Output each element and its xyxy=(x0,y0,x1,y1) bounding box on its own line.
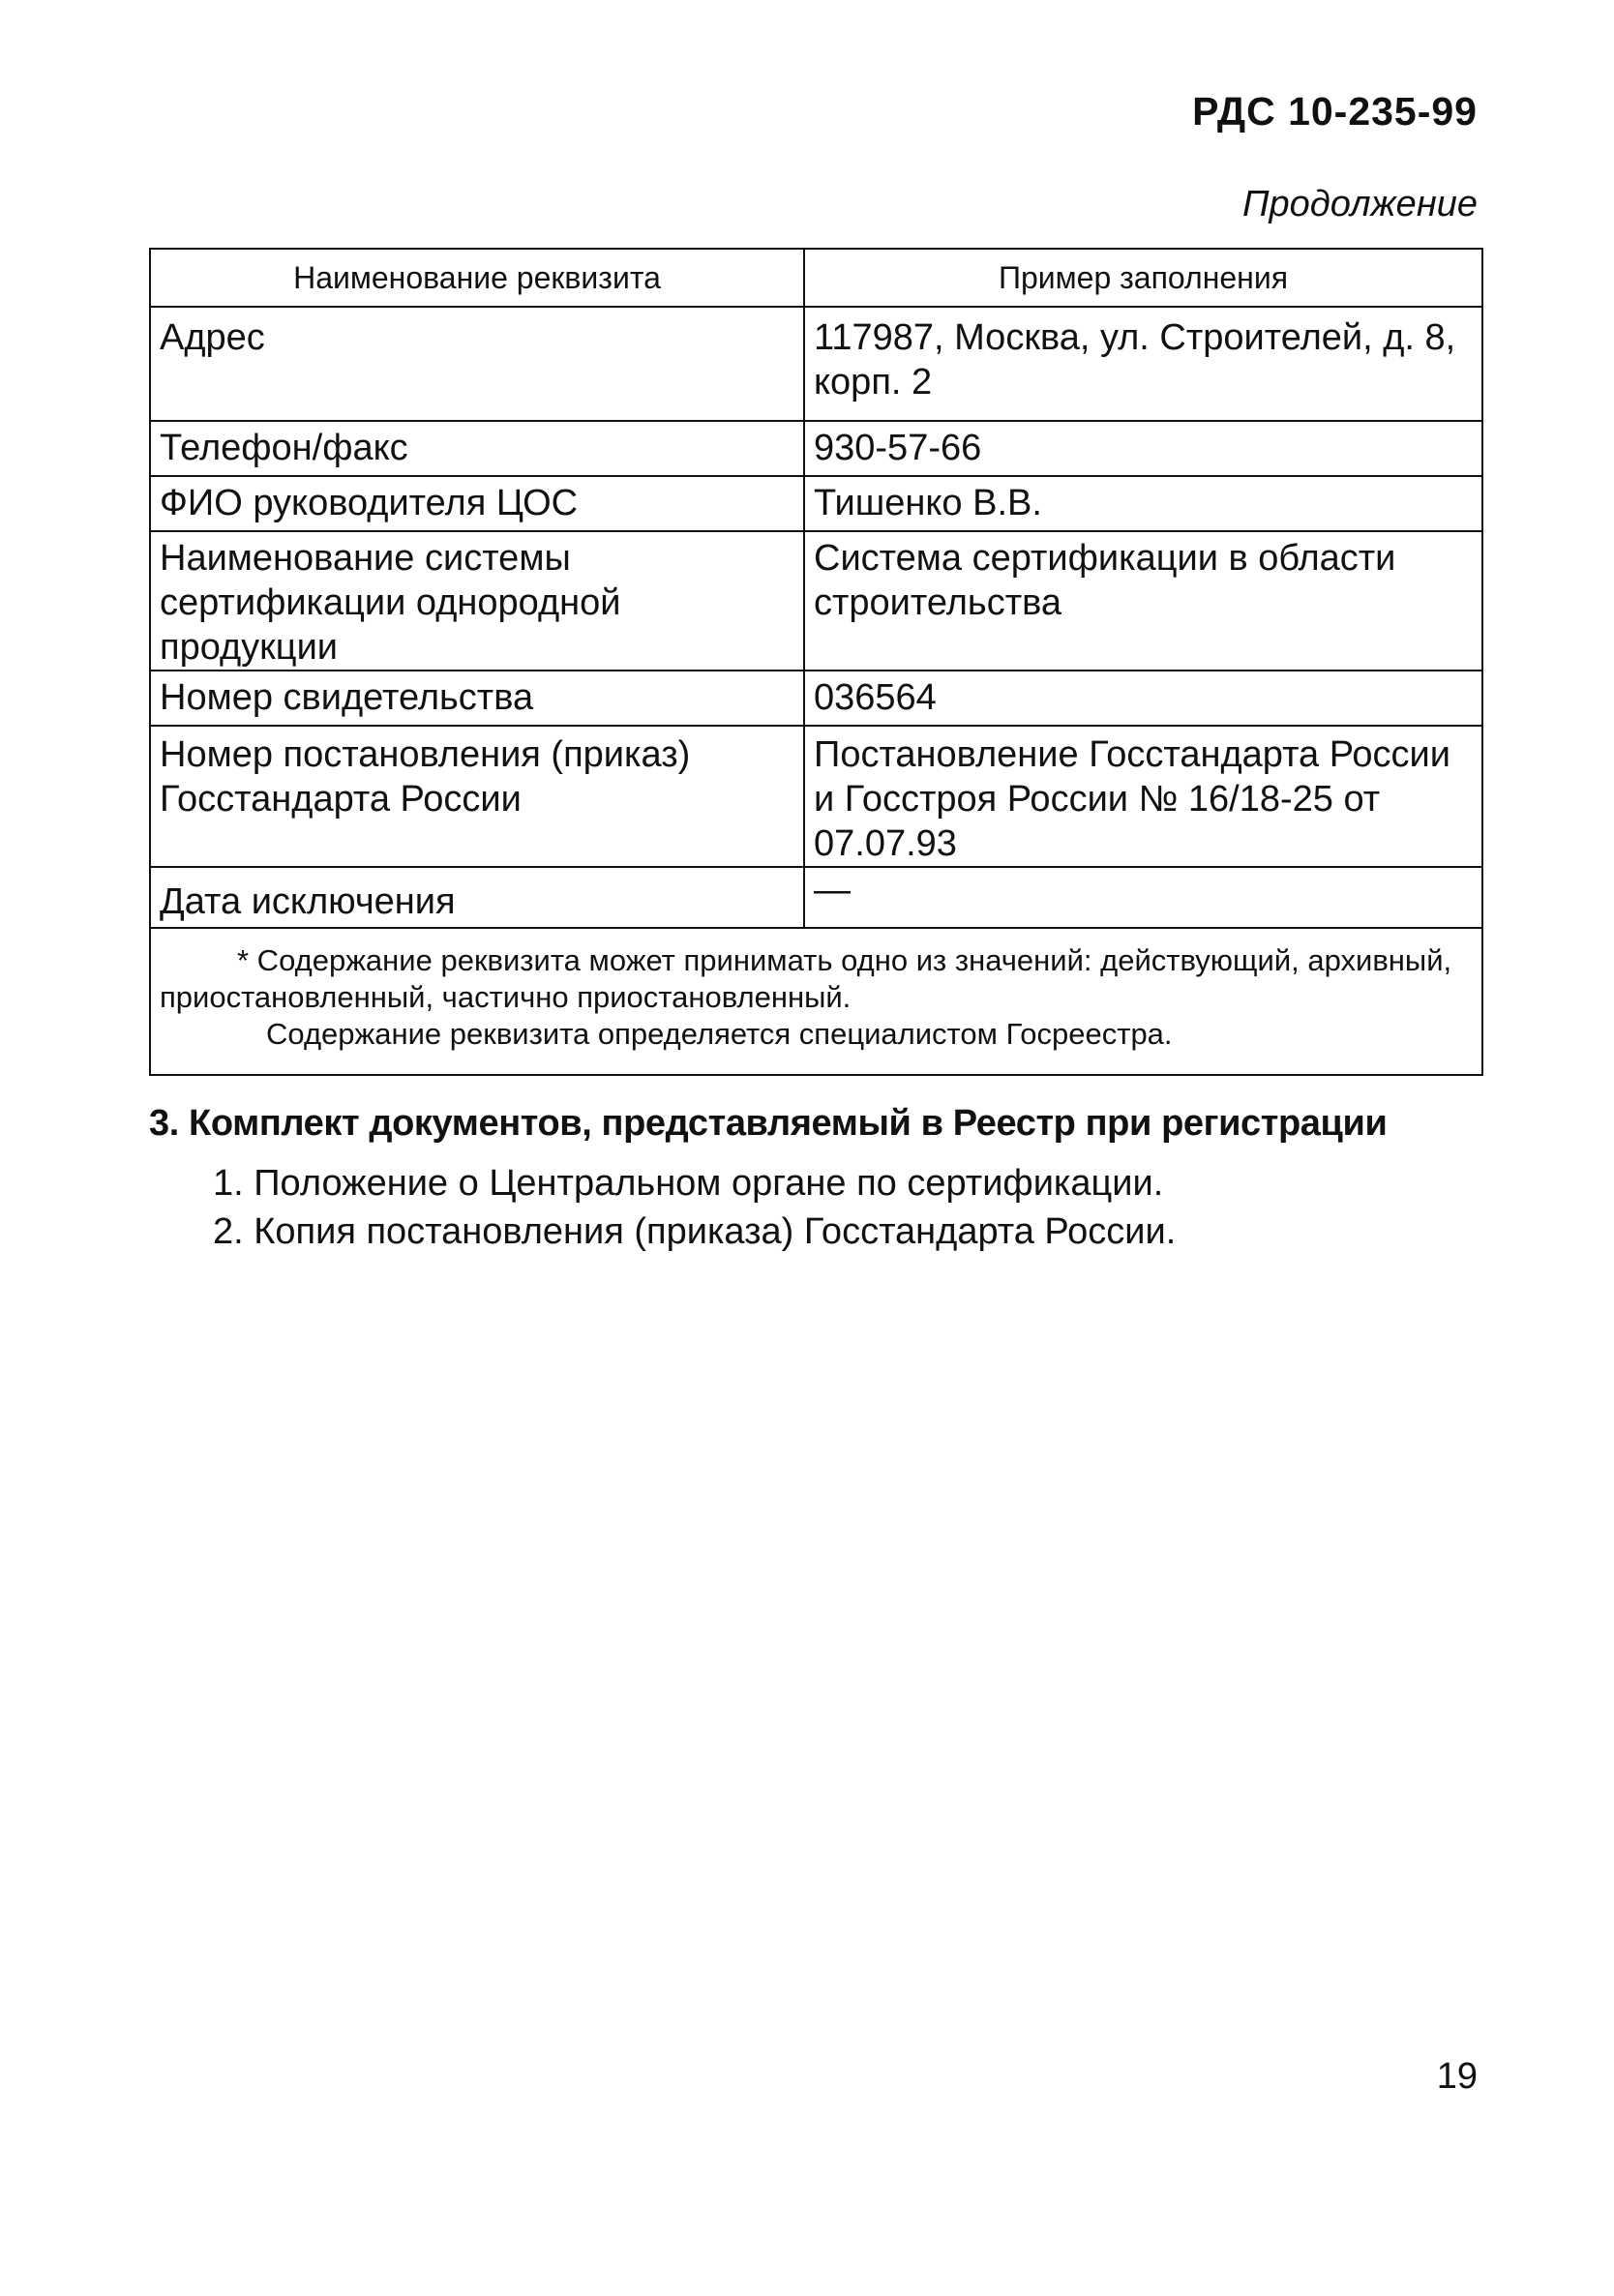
list-item: 2. Копия постановления (приказа) Госстандарта России. xyxy=(213,1211,1177,1252)
requisite-example: Постановление Госстандарта России и Госстроя России № 16/18-25 от 07.07.93 xyxy=(804,726,1482,867)
requisite-example: 930-57-66 xyxy=(804,421,1482,476)
column-header-example: Пример заполнения xyxy=(804,249,1482,307)
requisite-example: — xyxy=(804,867,1482,928)
requisite-example: Тишенко В.В. xyxy=(804,476,1482,531)
table-row xyxy=(150,531,1482,671)
table-row xyxy=(150,726,1482,867)
table-row xyxy=(150,476,1482,531)
table-row xyxy=(150,671,1482,726)
table-header-row xyxy=(150,249,1482,307)
requisite-name: Адрес xyxy=(150,307,804,421)
requisite-example: 036564 xyxy=(804,671,1482,726)
requisite-name: ФИО руководителя ЦОС xyxy=(150,476,804,531)
table-row xyxy=(150,421,1482,476)
document-code: РДС 10-235-99 xyxy=(1192,89,1478,134)
column-header-name: Наименование реквизита xyxy=(150,249,804,307)
requisites-table xyxy=(149,248,1483,1076)
requisite-example: 117987, Москва, ул. Строителей, д. 8, корп. 2 xyxy=(804,307,1482,421)
page-number: 19 xyxy=(1436,2056,1478,2097)
list-item: 1. Положение о Центральном органе по сертификации. xyxy=(213,1163,1164,1204)
table-row xyxy=(150,867,1482,928)
section-heading: 3. Комплект документов, представляемый в Реестр при регистрации xyxy=(149,1103,1388,1144)
requisite-name: Номер постановления (приказ) Госстандарта России xyxy=(150,726,804,867)
requisite-name: Дата исключения xyxy=(150,867,804,928)
requisite-name: Телефон/факс xyxy=(150,421,804,476)
table-note-row xyxy=(150,928,1482,1075)
continuation-label: Продолжение xyxy=(1242,184,1478,224)
table-note xyxy=(150,928,1482,1075)
table-row xyxy=(150,307,1482,421)
requisite-name: Наименование системы сертификации однородной продукции xyxy=(150,531,804,671)
note-status-values: * Содержание реквизита может принимать одно из значений: действующий, архивный, приостановленный, частично приостановленный. xyxy=(160,943,1452,1014)
note-responsible: Содержание реквизита определяется специалистом Госреестра. xyxy=(266,1017,1173,1051)
requisite-name: Номер свидетельства xyxy=(150,671,804,726)
documents-list xyxy=(213,1159,1176,1256)
requisite-example: Система сертификации в области строительства xyxy=(804,531,1482,671)
